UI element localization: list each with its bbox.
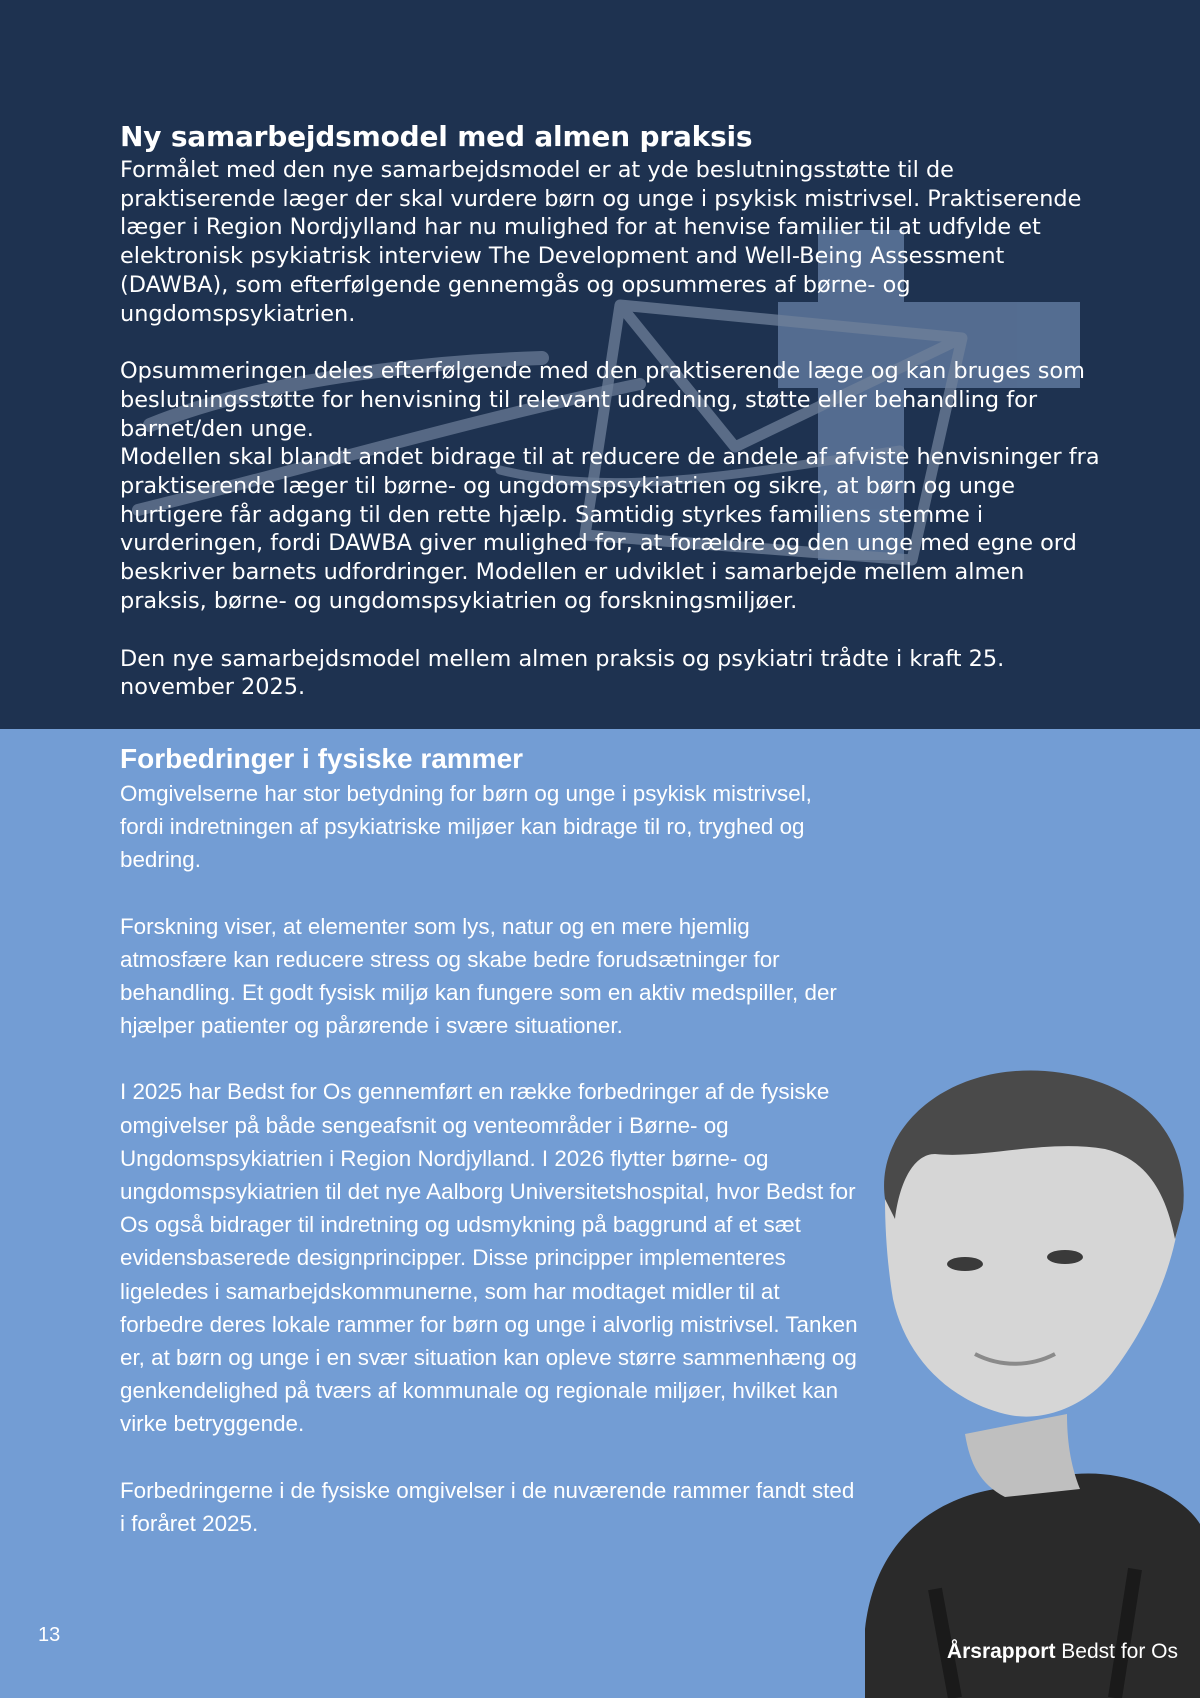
footer-brand-bold: Årsrapport (946, 1640, 1056, 1663)
portrait-photo (845, 1069, 1200, 1698)
paragraph: I 2025 har Bedst for Os gennemført en række forbedringer af de fysiske omgivelser på både sengeafsnit og venteområder i Børne- og Ungdomspsykiatrien i Region Nordjylland. I 2026 flytter børne- og ungdomspsykiatrien til det nye Aalborg Universitetshospital, hvor Bedst for Os også bidrager til indretning og udsmykning på baggrund af et sæt evidensbaserede designprincipper. Disse principper implementeres ligeledes i samarbejdskommunerne, som har modtaget midler til at forbedre deres lokale rammer for børn og unge i alvorlig mistrivsel. Tanken er, at børn og unge i en svær situation kan opleve større sammenhæng og genkendelighed på tværs af kommunale og regionale miljøer, hvilket kan virke betryggende. (120, 1079, 858, 1437)
paragraph: Formålet med den nye samarbejdsmodel er at yde beslutningsstøtte til de praktiserende læger der skal vurdere børn og unge i psykisk mistrivsel. Praktiserende læger i Region Nordjylland har nu mulighed for at henvise familier til at udfylde et elektronisk psykiatrisk interview The Development and Well-Being Assessment (DAWBA), som efterfølgende gennemgås og opsummeres af børne- og ungdomspsykiatrien. (120, 157, 1082, 327)
footer-brand-regular: Bedst for Os (1055, 1640, 1178, 1663)
section-heading: Ny samarbejdsmodel med almen praksis (120, 120, 753, 153)
page-number: 13 (38, 1624, 61, 1646)
paragraph: Forskning viser, at elementer som lys, natur og en mere hjemlig atmosfære kan reducere stress og skabe bedre forudsætninger for behandling. Et godt fysisk miljø kan fungere som en aktiv medspiller, der hjælper patienter og pårørende i svære situationer. (120, 913, 837, 1039)
paragraph: Opsummeringen deles efterfølgende med den praktiserende læge og kan bruges som beslutningsstøtte for henvisning til relevant udredning, støtte eller behandling for barnet/den unge. (120, 358, 1085, 442)
paragraph: Omgivelserne har stor betydning for børn og unge i psykisk mistrivsel, fordi indretningen af psykiatriske miljøer kan bidrage til ro, tryghed og bedring. (120, 781, 812, 873)
paragraph: Forbedringerne i de fysiske omgivelser i de nuværende rammer fandt sted i foråret 2025. (120, 1477, 855, 1536)
bottom-section (0, 729, 1200, 1698)
top-section (0, 0, 1200, 729)
section-heading: Forbedringer i fysiske rammer (120, 743, 524, 774)
paragraph: Modellen skal blandt andet bidrage til at reducere de andele af afviste henvisninger fra praktiserende læger til børne- og ungdomspsykiatrien og sikre, at børn og unge hurtigere får adgang til den rette hjælp. Samtidig styrkes familiens stemme i vurderingen, fordi DAWBA giver mulighed for, at forældre og den unge med egne ord beskriver barnets udfordringer. Modellen er udviklet i samarbejde mellem almen praksis, børne- og ungdomspsykiatrien og forskningsmiljøer. (120, 444, 1100, 614)
footer-brand (947, 1640, 1178, 1664)
paragraph: Den nye samarbejdsmodel mellem almen praksis og psykiatri trådte i kraft 25. november 2025. (120, 645, 1005, 701)
